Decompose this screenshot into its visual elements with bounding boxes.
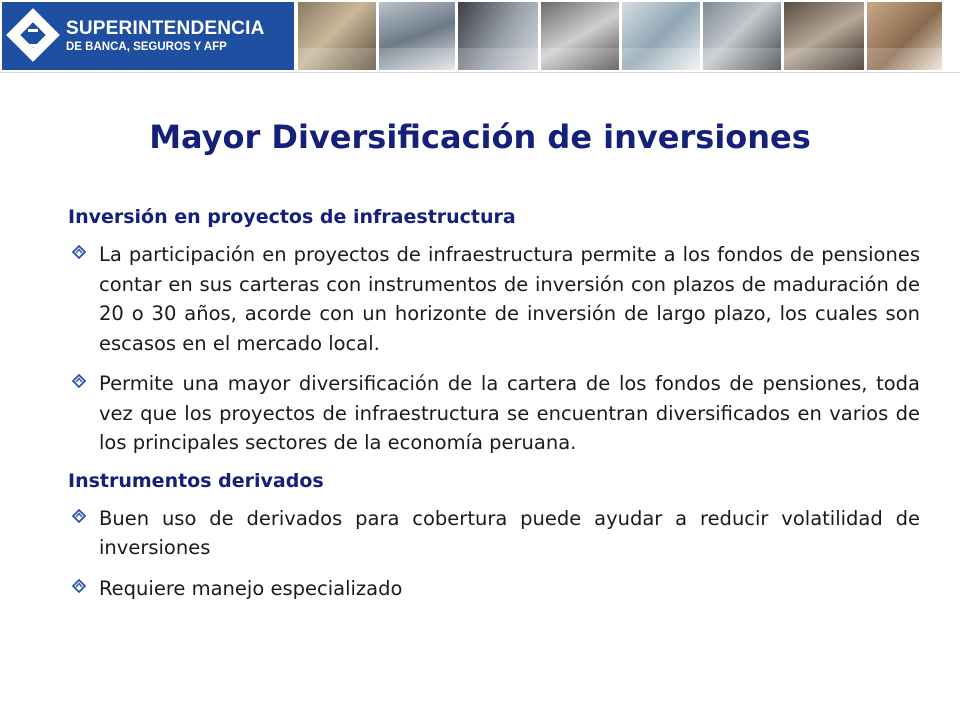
logo-name: SUPERINTENDENCIA	[66, 18, 265, 39]
office-building-photo	[379, 2, 455, 70]
bullet-text: Requiere manejo especializado	[99, 576, 403, 600]
slide-title: Mayor Diversificación de inversiones	[149, 118, 811, 156]
bullet-list	[68, 504, 920, 604]
list-item	[68, 369, 920, 458]
section-infraestructura	[68, 206, 920, 458]
section-heading: Instrumentos derivados	[68, 469, 324, 492]
sbs-logo	[2, 2, 294, 70]
diamond-bullet-icon	[70, 243, 88, 261]
header-banner	[0, 0, 960, 73]
bullet-list	[68, 240, 920, 458]
section-heading: Inversión en proyectos de infraestructura	[68, 206, 516, 228]
banknotes-photo	[622, 2, 700, 70]
list-item	[68, 574, 920, 604]
bullet-text: Buen uso de derivados para cobertura puede ayudar a reducir volatilidad de inversiones	[99, 506, 920, 559]
keyboard-enter-key-photo	[458, 2, 538, 70]
diamond-bullet-icon	[70, 372, 88, 390]
bullet-text: Permite una mayor diversificación de la cartera de los fondos de pensiones, toda vez que los proyectos de infraestructura se encuentran diversificados en varios de los principales sectores de la economía peruana.	[99, 372, 920, 454]
photo-strip	[298, 2, 942, 70]
bullet-text: La participación en proyectos de infraestructura permite a los fondos de pensiones contar en sus carteras con instrumentos de inversión con plazos de maduración de 20 o 30 años, acorde con un horizonte de inversión de largo plazo, los cuales son escasos en el mercado local.	[99, 243, 920, 355]
list-item	[68, 240, 920, 358]
business-handshake-photo	[784, 2, 864, 70]
document-signing-photo	[867, 2, 942, 70]
diamond-bullet-icon	[70, 507, 88, 525]
slide-content	[68, 206, 920, 615]
card-terminal-photo	[703, 2, 781, 70]
diamond-bullet-icon	[70, 577, 88, 595]
list-item	[68, 504, 920, 563]
laptop-work-photo	[541, 2, 619, 70]
section-derivados	[68, 470, 920, 604]
logo-diamond-icon	[2, 2, 62, 70]
credit-card-photo	[298, 2, 376, 70]
logo-subtitle: DE BANCA, SEGUROS Y AFP	[66, 40, 227, 53]
